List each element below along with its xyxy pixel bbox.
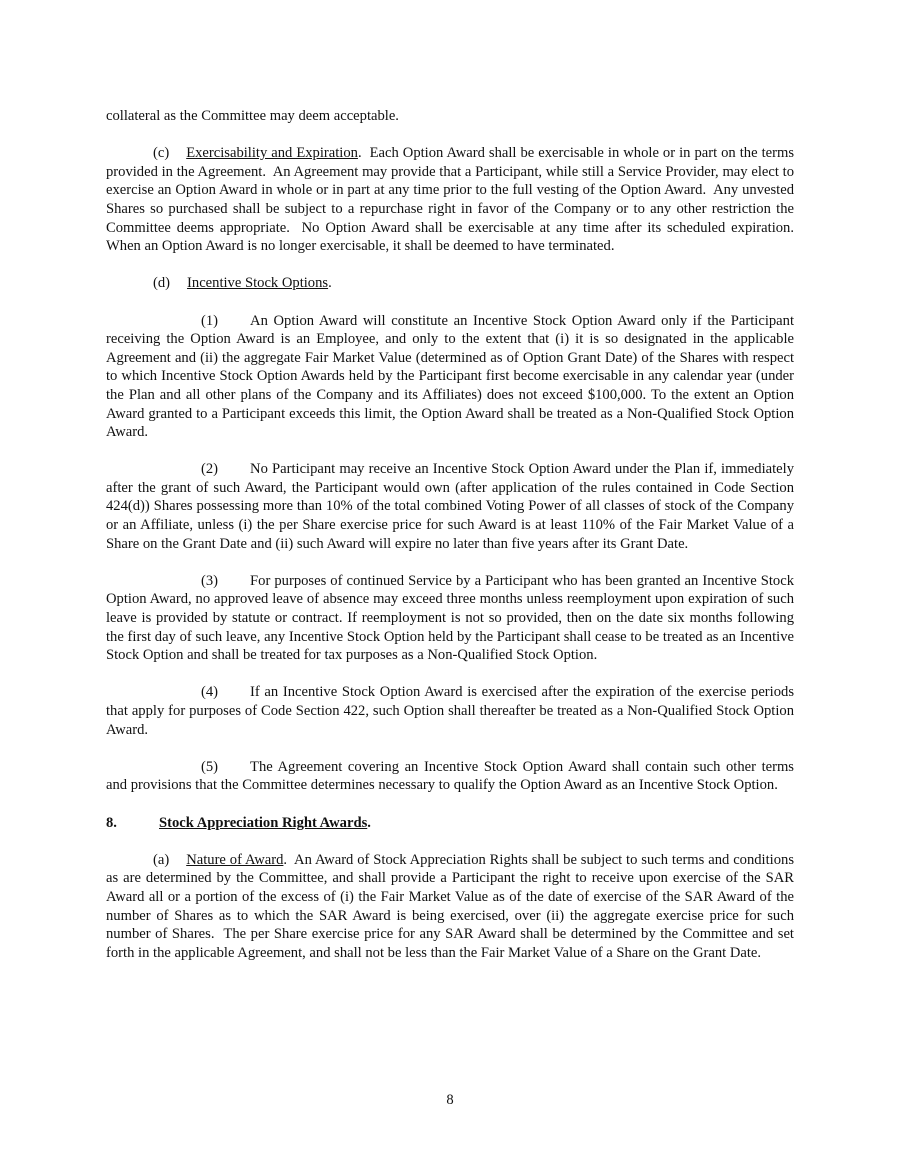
subparagraph-2-label: (2) xyxy=(201,461,219,478)
paragraph-8a-body: An Award of Stock Appreciation Rights shall be subject to such terms and conditions as are determined by the Committee, and shall provide a Participant the right to receive upon exercise of the SAR Award all or a portion of the excess of (i) the Fair Market Value as of the date of exercise of the SAR Award of the number of Shares as to which the SAR Award is being exercised, over (ii) the aggregate exercise price for such number of Shares. The per Share exercise price for any SAR Award shall be determined by the Committee and set forth in the applicable Agreement, and shall not be less than the Fair Market Value of a Share on the Grant Date. xyxy=(106,851,798,961)
paragraph-d-label: (d) xyxy=(153,275,171,292)
subparagraph-2-text: No Participant may receive an Incentive Stock Option Award under the Plan if, immediately after the grant of such Award, the Participant would own (after application of the rules contained in Code Section 424(d)) Shares possessing more than 10% of the total combined Voting Power of all classes of stock of the Company or an Affiliate, unless (i) the per Share exercise price for such Award is at least 110% of the Fair Market Value of a Share on the Grant Date and (ii) such Award will expire no later than five years after its Grant Date. xyxy=(106,461,794,552)
subparagraph-5 xyxy=(106,758,794,795)
subparagraph-3-label: (3) xyxy=(201,572,219,589)
subparagraph-4-label: (4) xyxy=(201,684,219,701)
paragraph-c xyxy=(106,144,802,256)
paragraph-8a-heading-end: . xyxy=(283,851,288,868)
subparagraph-1-label: (1) xyxy=(201,312,219,329)
section-8-title: Stock Appreciation Right Awards xyxy=(159,814,368,831)
document-page xyxy=(106,107,802,981)
subparagraph-5-text: The Agreement covering an Incentive Stock Option Award shall contain such other terms and provisions that the Committee determines necessary to qualify the Option Award as an Incentive Stock Option. xyxy=(106,758,794,794)
subparagraph-3-text: For purposes of continued Service by a Participant who has been granted an Incentive Stock Option Award, no approved leave of absence may exceed three months unless reemployment upon expiration of such leave is provided by statute or contract. If reemployment is not so provided, then on the date six months following the first day of such leave, any Incentive Stock Option held by the Participant shall cease to be treated as an Incentive Stock Option and shall be treated for tax purposes as a Non-Qualified Stock Option. xyxy=(106,572,794,664)
paragraph-c-heading: Exercisability and Expiration xyxy=(186,145,358,162)
paragraph-d xyxy=(106,274,794,293)
continued-paragraph xyxy=(106,107,794,126)
paragraph-c-heading-end: . xyxy=(357,145,362,162)
paragraph-8a-label: (a) xyxy=(153,851,170,868)
subparagraph-4 xyxy=(106,683,794,739)
paragraph-8a-heading: Nature of Award xyxy=(186,851,284,868)
subparagraph-5-label: (5) xyxy=(201,758,219,775)
paragraph-8a xyxy=(106,851,798,963)
page-number: 8 xyxy=(446,1092,454,1108)
paragraph-c-body: Each Option Award shall be exercisable in whole or in part on the terms provided in the Agreement. An Agreement may provide that a Participant, while still a Service Provider, may elect to exercise an Option Award in whole or in part at any time prior to the full vesting of the Option Award. Any unvested Shares so purchased shall be subject to a repurchase right in favor of the Company or to any other restriction the Committee deems appropriate. No Option Award shall be exercisable at any time after its scheduled expiration. When an Option Award is no longer exercisable, it shall be deemed to have terminated. xyxy=(106,145,802,255)
subparagraph-3 xyxy=(106,572,794,665)
subparagraph-4-text: If an Incentive Stock Option Award is exercised after the expiration of the exercise periods that apply for purposes of Code Section 422, such Option shall thereafter be treated as a Non-Qualified Stock Option Award. xyxy=(106,684,794,738)
section-8-title-end: . xyxy=(367,814,371,831)
paragraph-d-heading-end: . xyxy=(328,275,332,292)
continued-text: collateral as the Committee may deem acceptable. xyxy=(106,108,399,124)
section-8-heading xyxy=(106,814,794,833)
subparagraph-2 xyxy=(106,460,794,553)
subparagraph-1-text: An Option Award will constitute an Incentive Stock Option Award only if the Participant receiving the Option Award is an Employee, and only to the extent that (i) it is so designated in the applicable Agreement and (ii) the aggregate Fair Market Value (determined as of Option Grant Date) of the Shares with respect to which Incentive Stock Option Awards held by the Participant first become exercisable in any calendar year (under the Plan and all other plans of the Company and its Affiliates) does not exceed $100,000. To the extent an Option Award granted to a Participant exceeds this limit, the Option Award shall be treated as a Non-Qualified Stock Option Award. xyxy=(106,312,794,441)
paragraph-c-label: (c) xyxy=(153,145,170,162)
paragraph-d-heading: Incentive Stock Options xyxy=(187,275,329,292)
subparagraph-1 xyxy=(106,312,794,442)
section-8-number: 8. xyxy=(106,814,117,831)
